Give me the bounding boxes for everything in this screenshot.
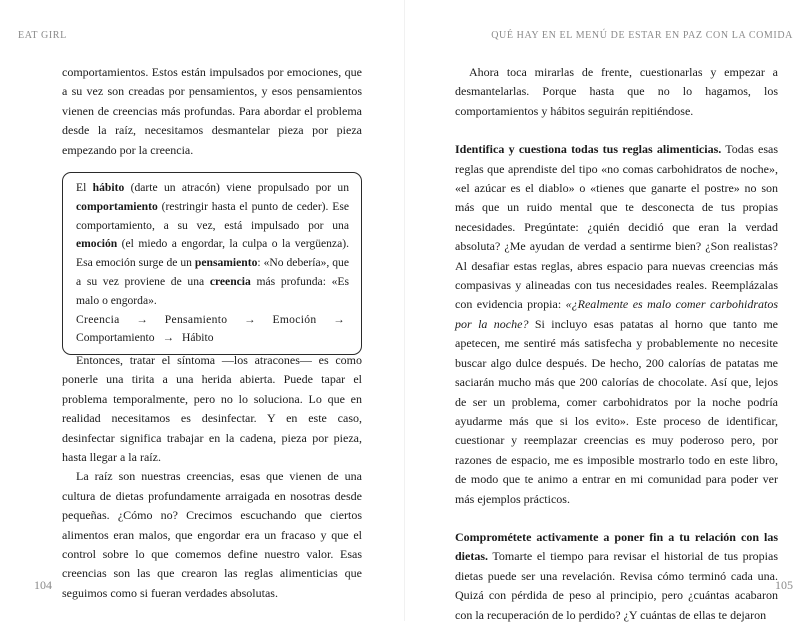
running-head-right: QUÉ HAY EN EL MENÚ DE ESTAR EN PAZ CON LA COMIDA	[491, 30, 793, 41]
section-comprometete: Comprométete activamente a poner fin a tu relación con las dietas. Tomarte el tiempo para revisar el historial de tus propias dietas puede ser una revelación. Revisa cómo terminó cada una. Quizá con pérdida de peso al principio, pero ¿cuántas acabaron con la recuperación de lo perdido? ¿Y cuántas de ellas te dejaron	[455, 529, 778, 622]
chain-step: Creencia	[76, 312, 120, 326]
chain-line-1	[76, 311, 349, 330]
paragraph: Ahora toca mirarlas de frente, cuestionarlas y empezar a desmantelarlas. Porque hasta que no lo hagamos, los comportamientos y hábitos seguirán repitiéndose.	[455, 65, 778, 118]
paragraph: comportamientos. Estos están impulsados por emociones, que a su vez son creadas por pensamientos, y esos pensamientos vienen de creencias más profundas. Para abordar el problema desde la raíz, necesitamos desmantelar pieza por pieza empezando por la creencia.	[62, 65, 362, 157]
page-number-right: 105	[775, 578, 793, 592]
running-head-left: EAT GIRL	[18, 30, 67, 41]
left-text-top	[62, 63, 362, 160]
chain-step: Pensamiento	[164, 312, 228, 326]
arrow-right-icon: →	[243, 312, 256, 326]
chain-line-2	[76, 329, 349, 348]
section-identifica: Identifica y cuestiona todas tus reglas alimenticias. Todas esas reglas que aprendiste del tipo «no comas carbohidratos de noche», «el azúcar es el diablo» o «tienes que ganarte el postre» no son más que un ruido mental que te desconecta de tus propias necesidades. Pregúntate: ¿quién decidió que eran la verdad absoluta? ¿Me ayudan de verdad a sentirme bien? ¿Son realistas? Al desafiar estas reglas, abres espacio para nuevas creencias más compasivas y alineadas con tus necesidades reales. Reemplázalas con evidencia propia: «¿Realmente es malo comer carbohidratos por la noche? Si incluyo esas patatas al horno que tanto me apetecen, me sentiré más satisfecha y probablemente no necesite buscar algo dulce después. De hecho, 200 calorías de patatas me saciarán mucho más que 200 calorías de chocolate. Así que, lejos de ser un problema, comer carbohidratos por la noche podría ayudarme más que si los evito». Este proceso de identificar, cuestionar y reemplazar creencias es muy poderoso pero, por razones de espacio, me es imposible mostrarlo todo en este libro, de modo que te animo a entrar en mi comunidad para poder ver más ejemplos prácticos.	[455, 142, 779, 506]
term-pensamiento: pensamiento	[194, 256, 258, 270]
term-emocion: emoción	[76, 237, 118, 251]
arrow-right-icon: →	[162, 331, 175, 345]
paragraph: La raíz son nuestras creencias, esas que vienen de una cultura de dietas profundamente arraigada en nosotras desde pequeñas. ¿Cómo no? Crecimos escuchando que ciertos alimentos eran malos, que engordar era un fracaso y que el control sobre lo que comemos define nuestro valor. Esas creencias son las que crearon las reglas alimenticias que seguimos como si fueran verdades absolutas.	[62, 469, 362, 600]
section-heading: Comprométete activamente a poner fin a tu relación con las dietas.	[455, 529, 778, 564]
arrow-right-icon: →	[136, 312, 149, 326]
term-comportamiento: comportamiento	[76, 199, 158, 213]
page-number-left: 104	[34, 578, 52, 592]
arrow-right-icon: →	[333, 312, 345, 326]
chain-step: Emoción	[272, 312, 317, 326]
chain-step: Hábito	[181, 331, 214, 345]
term-habito: hábito	[92, 181, 125, 194]
chain-step: Comportamiento	[76, 331, 155, 345]
term-creencia: creencia	[209, 274, 251, 288]
right-page	[405, 0, 810, 621]
section-heading: Identifica y cuestiona todas tus reglas alimenticias.	[455, 142, 722, 157]
paragraph: Entonces, tratar el síntoma —los atracones— es como ponerle una tirita a una herida abierta. Puede tapar el problema temporalmente, pero no lo soluciona. Lo que en realidad necesitamos es desinfectar. Y en este caso, desinfectar significa trabajar en la cadena, pieza por pieza, hasta llegar a la raíz.	[62, 353, 362, 465]
box-paragraph: El hábito (darte un atracón) viene propulsado por un comportamiento (restringir hasta el punto de ceder). Ese comportamiento, a su vez, está impulsado por una emoción (el miedo a engordar, la culpa o la vergüenza). Esa emoción surge de un pensamiento: «No debería», que a su vez proviene de una creencia más profunda: «Es malo o engorda».	[76, 181, 350, 307]
right-text	[455, 63, 778, 625]
left-text-bottom	[62, 351, 362, 603]
left-page	[0, 0, 405, 621]
habit-chain-box	[62, 172, 362, 355]
